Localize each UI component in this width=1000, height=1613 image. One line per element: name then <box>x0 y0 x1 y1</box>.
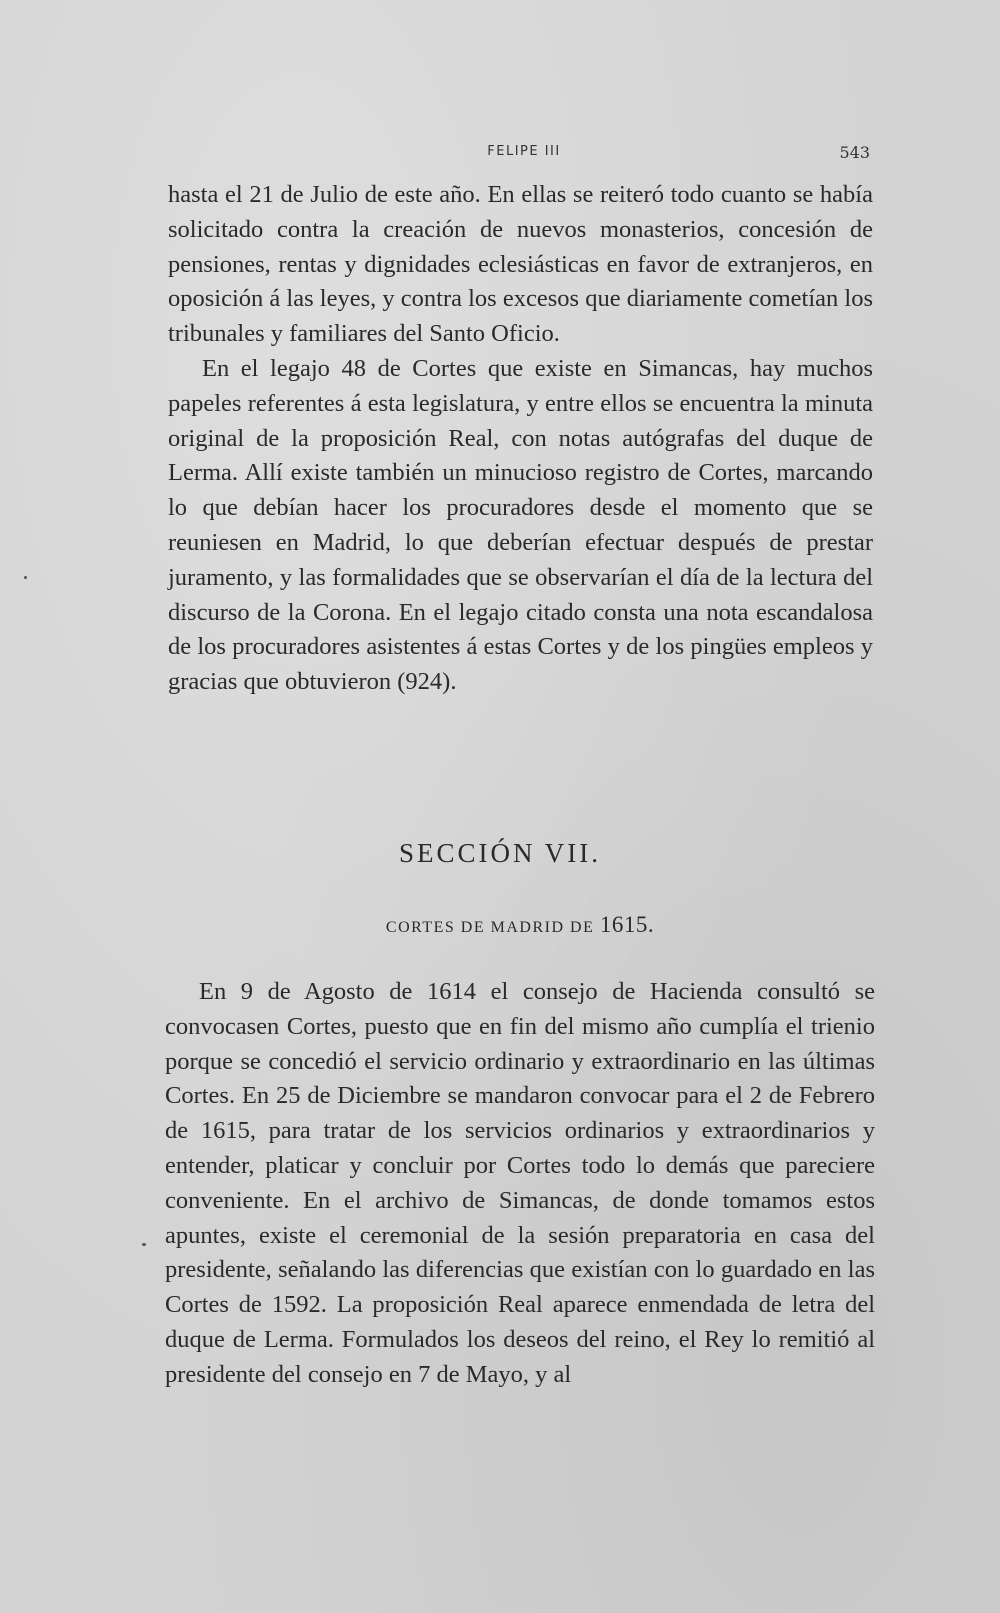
section-subtitle-text: CORTES DE MADRID DE <box>385 919 595 936</box>
page-number: 543 <box>839 143 870 162</box>
print-speck <box>24 576 27 579</box>
paragraph-cortes-1615: En 9 de Agosto de 1614 el consejo de Hacienda consultó se convocasen Cortes, puesto que en fin del mismo año cumplía el trienio porque se concedió el servicio ordinario y extraordinario en las últimas Cortes. En 25 de Diciembre se mandaron convocar para el 2 de Febrero de 1615, para tratar de los servicios ordinarios y extraordinarios y entender, platicar y concluir por Cortes todo lo demás que pareciere conveniente. En el archivo de Simancas, de donde tomamos estos apuntes, existe el ceremonial de la sesión preparatoria en casa del presidente, señalando las diferencias que existían con lo guardado en las Cortes de 1592. La proposición Real aparece enmendada de letra del duque de Lerma. Formulados los deseos del reino, el Rey lo remitió al presidente del consejo en 7 de Mayo, y al <box>165 978 875 1388</box>
section-subtitle <box>0 912 1000 938</box>
running-title: FELIPE III <box>487 144 561 159</box>
text-block-top <box>168 178 873 700</box>
print-speck <box>142 1243 146 1246</box>
paragraph-continued: hasta el 21 de Julio de este año. En ellas se reiteró todo cuanto se había solicitado contra la creación de nuevos monasterios, concesión de pensiones, rentas y dignidades eclesiásticas en favor de extranjeros, en oposición á las leyes, y contra los excesos que diariamente cometían los tribunales y familiares del Santo Oficio. <box>168 181 873 348</box>
section-subtitle-year: 1615. <box>599 912 655 937</box>
section-title: SECCIÓN VII. <box>398 838 601 868</box>
page-header <box>178 144 870 168</box>
paragraph-legajo: En el legajo 48 de Cortes que existe en Simancas, hay muchos papeles referentes á esta legislatura, y entre ellos se encuentra la minuta original de la proposición Real, con notas autógrafas del duque de Lerma. Allí existe también un minucioso registro de Cortes, marcando lo que debían hacer los procuradores desde el momento que se reuniesen en Madrid, lo que deberían efectuar después de prestar juramento, y las formalidades que se observarían el día de la lectura del discurso de la Corona. En el legajo citado consta una nota escandalosa de los procuradores asistentes á estas Cortes y de los pingües empleos y gracias que obtuvieron (924). <box>168 354 873 696</box>
text-block-bottom <box>165 975 875 1393</box>
